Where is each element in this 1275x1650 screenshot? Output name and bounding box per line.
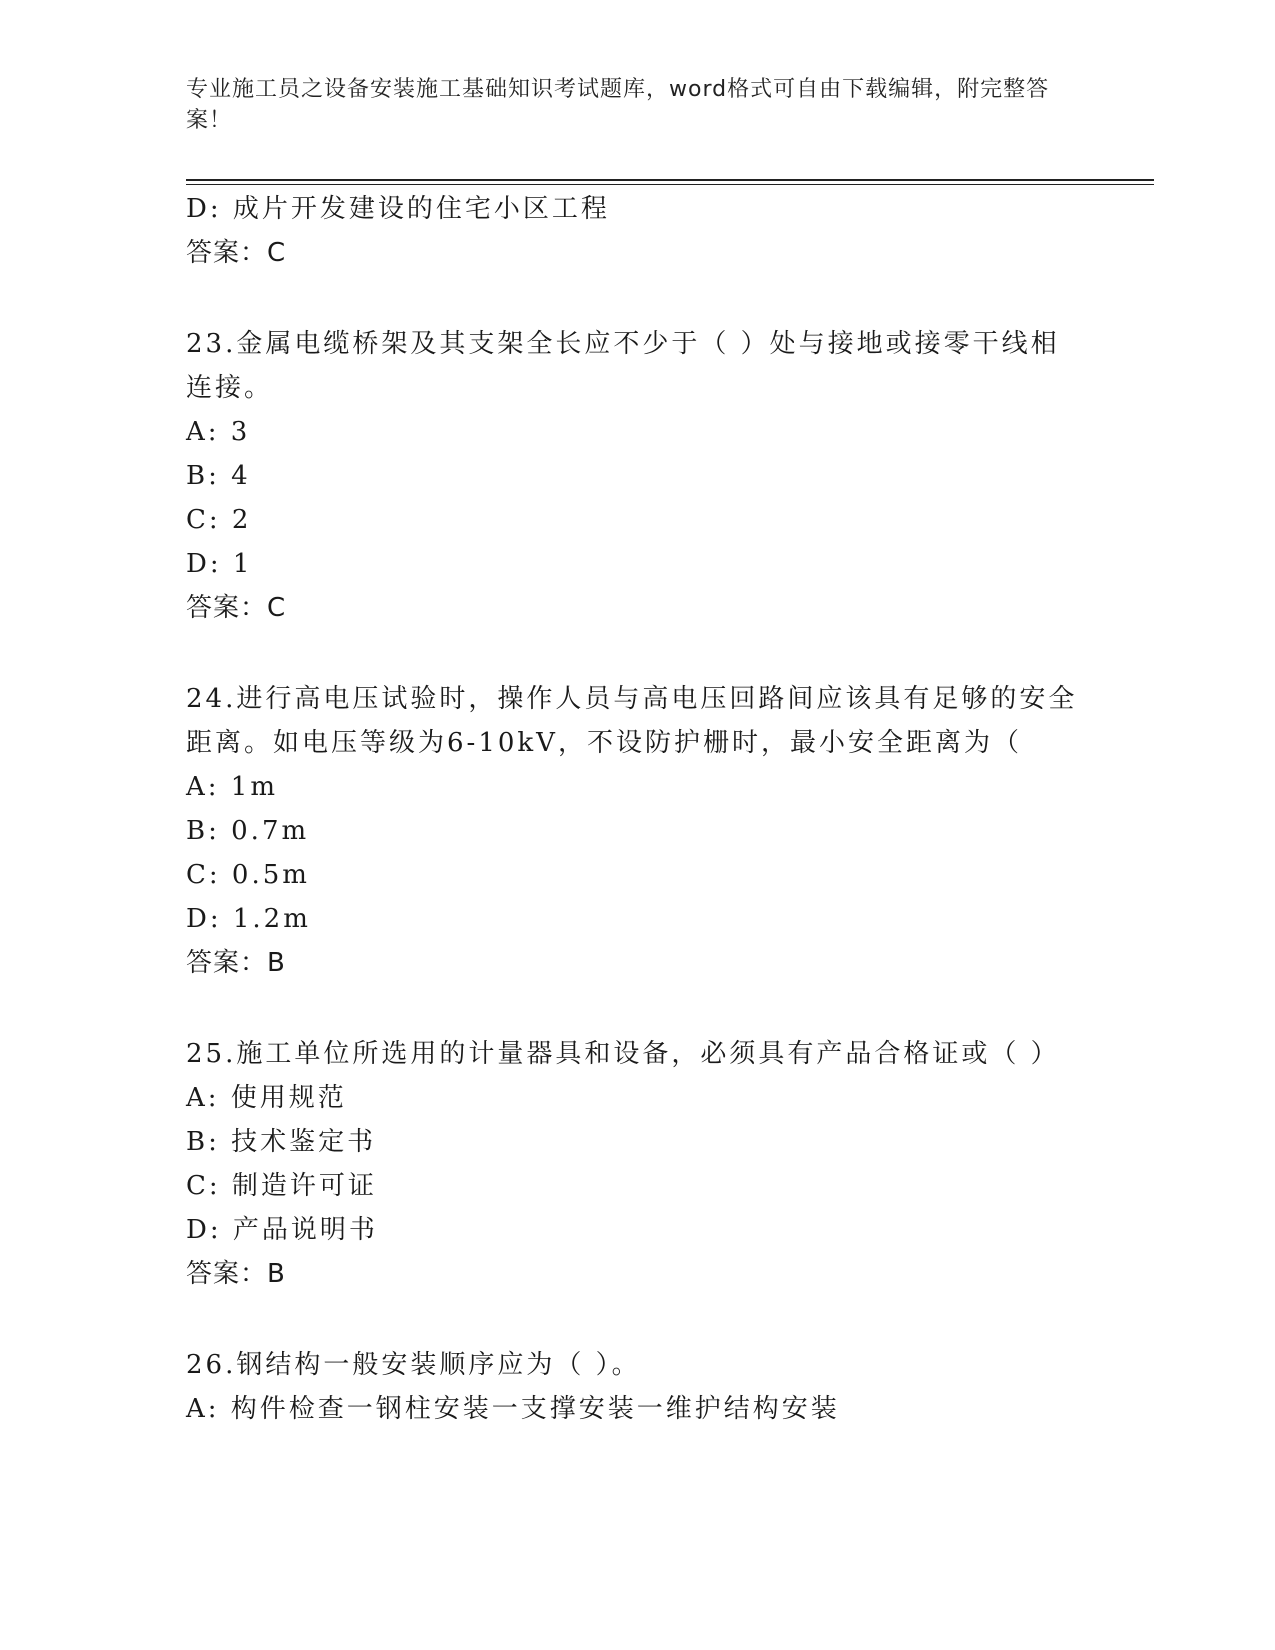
- q23-answer: 答案：C: [186, 593, 287, 623]
- q24-stem-line2: 距离。如电压等级为6-10kV，不设防护栅时，最小安全距离为（: [186, 728, 1022, 758]
- q23-stem-line1: 23.金属电缆桥架及其支架全长应不少于（ ）处与接地或接零干线相: [186, 329, 1060, 359]
- document-header: 专业施工员之设备安装施工基础知识考试题库，word格式可自由下载编辑，附完整答案！: [186, 77, 1050, 133]
- q25-stem-line1: 25.施工单位所选用的计量器具和设备，必须具有产品合格证或（ ）: [186, 1039, 1060, 1069]
- q24-option-d: D: 1.2m: [186, 904, 311, 934]
- q23-option-c: C: 2: [186, 505, 252, 535]
- q23-option-b: B: 4: [186, 461, 251, 491]
- q24-answer: 答案：B: [186, 948, 286, 978]
- header-divider-thin: [186, 184, 1154, 185]
- q23-option-d: D: 1: [186, 549, 253, 579]
- q24-stem-line1: 24.进行高电压试验时，操作人员与高电压回路间应该具有足够的安全: [186, 684, 1078, 714]
- header-divider-thick: [186, 179, 1154, 181]
- q23-option-a: A: 3: [186, 417, 251, 447]
- q25-answer: 答案：B: [186, 1259, 286, 1289]
- q25-option-b: B: 技术鉴定书: [186, 1127, 377, 1157]
- q24-option-b: B: 0.7m: [186, 816, 310, 846]
- q26-stem-line1: 26.钢结构一般安装顺序应为（ ）。: [186, 1350, 641, 1380]
- q26-option-a: A: 构件检查一钢柱安装一支撑安装一维护结构安装: [186, 1394, 840, 1424]
- q23-stem-line2: 连接。: [186, 373, 274, 403]
- q24-option-a: A: 1m: [186, 772, 278, 802]
- q25-option-a: A: 使用规范: [186, 1083, 347, 1113]
- q24-option-c: C: 0.5m: [186, 860, 310, 890]
- q25-option-c: C: 制造许可证: [186, 1171, 377, 1201]
- prev-answer: 答案：C: [186, 238, 287, 268]
- q25-option-d: D: 产品说明书: [186, 1215, 378, 1245]
- prev-option-d: D: 成片开发建设的住宅小区工程: [186, 194, 610, 224]
